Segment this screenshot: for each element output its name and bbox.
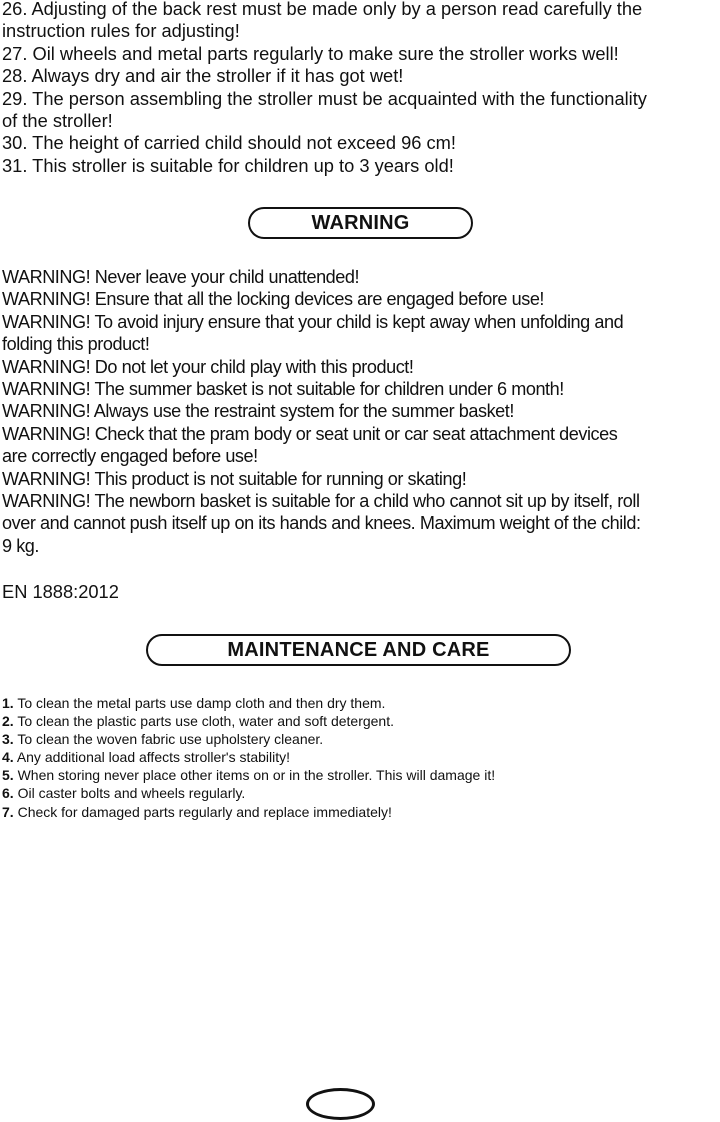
- maintenance-item: [2, 694, 720, 712]
- instruction-line: 30. The height of carried child should not exceed 96 cm!: [2, 132, 456, 154]
- warning-line: 9 kg.: [2, 535, 39, 556]
- maintenance-item: [2, 712, 720, 730]
- maintenance-item-number: 5.: [2, 767, 14, 784]
- maintenance-item-text: To clean the plastic parts use cloth, water and soft detergent.: [17, 713, 394, 730]
- standard-reference: EN 1888:2012: [2, 581, 119, 602]
- warning-line: are correctly engaged before use!: [2, 446, 258, 467]
- warning-line: WARNING! The summer basket is not suitable for children under 6 month!: [2, 379, 564, 400]
- maintenance-item-text: To clean the metal parts use damp cloth and then dry them.: [17, 695, 386, 711]
- maintenance-item: [2, 784, 720, 802]
- instruction-line: 29. The person assembling the stroller must be acquainted with the functionality: [2, 87, 647, 109]
- maintenance-item-number: 7.: [2, 803, 14, 820]
- maintenance-item: [2, 803, 720, 821]
- instruction-line: instruction rules for adjusting!: [2, 20, 240, 42]
- page-number-oval: [306, 1088, 375, 1120]
- maintenance-item-number: 4.: [2, 749, 14, 766]
- instructions-list: [2, 0, 720, 177]
- maintenance-item: [2, 748, 720, 766]
- instruction-line: 31. This stroller is suitable for children up to 3 years old!: [2, 154, 454, 176]
- maintenance-item-number: 6.: [2, 785, 14, 802]
- warning-line: WARNING! Do not let your child play with this product!: [2, 356, 414, 377]
- maintenance-item-text: Check for damaged parts regularly and replace immediately!: [17, 803, 392, 820]
- maintenance-item-text: When storing never place other items on or in the stroller. This will damage it!: [17, 767, 496, 784]
- warning-line: WARNING! Check that the pram body or seat unit or car seat attachment devices: [2, 423, 618, 444]
- warnings-list: [2, 266, 720, 557]
- maintenance-item: [2, 766, 720, 784]
- instruction-line: of the stroller!: [2, 110, 113, 132]
- maintenance-item-number: 2.: [2, 713, 14, 730]
- warning-line: WARNING! This product is not suitable for running or skating!: [2, 468, 467, 489]
- maintenance-item-number: 3.: [2, 731, 14, 748]
- maintenance-item-text: To clean the woven fabric use upholstery cleaner.: [17, 731, 324, 748]
- maintenance-item-text: Oil caster bolts and wheels regularly.: [17, 785, 246, 802]
- maintenance-item-text: Any additional load affects stroller's stability!: [16, 749, 291, 766]
- maintenance-list: [2, 694, 720, 821]
- warning-line: WARNING! Never leave your child unattended!: [2, 267, 360, 287]
- warning-line: over and cannot push itself up on its hands and knees. Maximum weight of the child:: [2, 513, 641, 534]
- maintenance-heading: MAINTENANCE AND CARE: [146, 634, 571, 666]
- warning-heading: WARNING: [248, 207, 473, 239]
- warning-line: WARNING! Ensure that all the locking devices are engaged before use!: [2, 289, 545, 310]
- warning-line: WARNING! The newborn basket is suitable for a child who cannot sit up by itself, roll: [2, 491, 640, 512]
- instruction-line: 26. Adjusting of the back rest must be made only by a person read carefully the: [2, 0, 643, 19]
- maintenance-item: [2, 730, 720, 748]
- instruction-line: 27. Oil wheels and metal parts regularly to make sure the stroller works well!: [2, 42, 619, 64]
- maintenance-item-number: 1.: [2, 695, 14, 711]
- warning-line: WARNING! To avoid injury ensure that your child is kept away when unfolding and: [2, 311, 624, 332]
- instruction-line: 28. Always dry and air the stroller if it has got wet!: [2, 65, 404, 87]
- warning-line: WARNING! Always use the restraint system for the summer basket!: [2, 401, 514, 422]
- warning-line: folding this product!: [2, 334, 150, 355]
